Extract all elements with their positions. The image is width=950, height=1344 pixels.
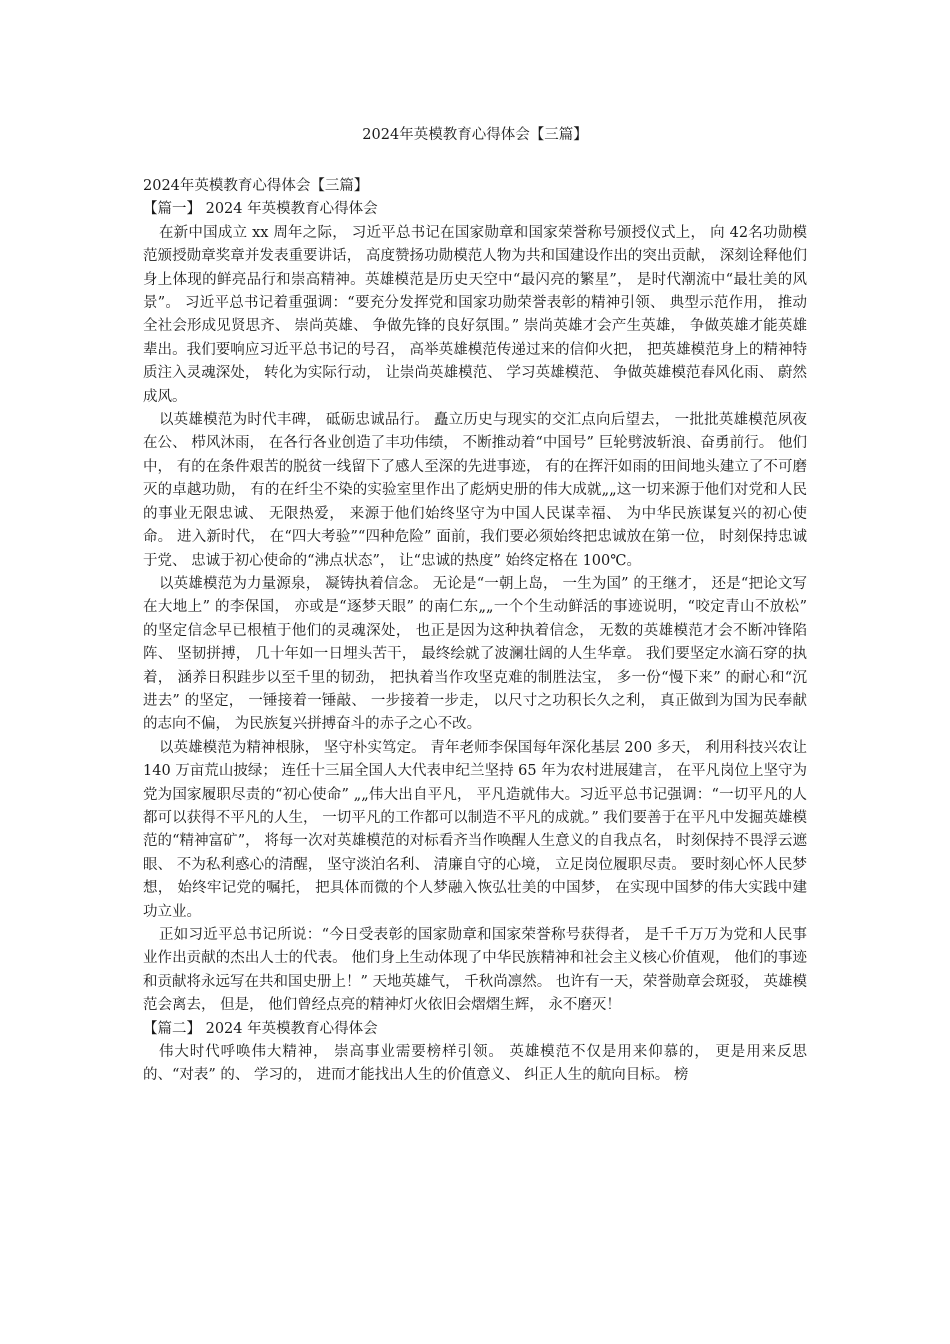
paragraph: 以英雄模范为时代丰碑， 砥砺忠诚品行。 矗立历史与现实的交汇点向后望去， 一批批英雄模范夙夜在公、 栉风沐雨， 在各行各业创造了丰功伟绩， 不断推动着“中国号” 巨轮劈波斩浪、奋勇前行。 他们中， 有的在条件艰苦的脱贫一线留下了感人至深的先进事迹， 有的在挥汗如雨的田间地头建立了不可磨灭的卓越功勋， 有的在纤尘不染的实验室里作出了彪炳史册的伟大成就„„这一切来源于他们对党和人民的事业无限忠诚、 无限热爱， 来源于他们始终坚守为中国人民谋幸福、 为中华民族谋复兴的初心使命。 进入新时代， 在“四大考验”“四种危险” 面前，我们要必须始终把忠诚放在第一位， 时刻保持忠诚于党、 忠诚于初心使命的“沸点状态”， 让“忠诚的热度” 始终定格在 100℃。 (143, 412, 807, 569)
document-subtitle: 2024年英模教育心得体会【三篇】 (143, 178, 369, 194)
section-heading-1: 【篇一】 2024 年英模教育心得体会 (143, 201, 378, 218)
paragraph: 伟大时代呼唤伟大精神， 崇高事业需要榜样引领。 英雄模范不仅是用来仰慕的， 更是用来反思的、“对表” 的、 学习的， 进而才能找出人生的价值意义、 纠正人生的航向目标。 榜 (143, 1044, 807, 1084)
paragraph: 正如习近平总书记所说：“今日受表彰的国家勋章和国家荣誉称号获得者， 是千千万万为党和人民事业作出贡献的杰出人士的代表。 他们身上生动体现了中华民族精神和社会主义核心价值观， 他们的事迹和贡献将永远写在共和国史册上！” 天地英雄气， 千秋尚凛然。 也许有一天，荣誉勋章会斑驳， 英雄模范会离去， 但是， 他们曾经点亮的精神灯火依旧会熠熠生辉， 永不磨灭！ (143, 927, 807, 1014)
paragraph: 以英雄模范为精神根脉， 坚守朴实笃定。 青年老师李保国每年深化基层 200 多天， 利用科技兴农让 140 万亩荒山披绿； 连任十三届全国人大代表申纪兰坚持 65 年为农村进展建言， 在平凡岗位上坚守为党为国家履职尽责的“初心使命” „„伟大出自平凡， 平凡造就伟大。习近平总书记强调：“一切平凡的人都可以获得不平凡的人生， 一切平凡的工作都可以制造不平凡的成就。” 我们要善于在平凡中发掘英雄模范的“精神富矿”， 将每一次对英雄模范的对标看齐当作唤醒人生意义的自我点名， 时刻保持不畏浮云遮眼、 不为私利惑心的清醒， 坚守淡泊名利、 清廉自守的心境， 立足岗位履职尽责。 要时刻心怀人民梦想， 始终牢记党的嘱托， 把具体而微的个人梦融入恢弘壮美的中国梦， 在实现中国梦的伟大实践中建功立业。 (143, 739, 807, 920)
section-heading-2: 【篇二】 2024 年英模教育心得体会 (143, 1020, 378, 1037)
document-title: 2024年英模教育心得体会【三篇】 (362, 127, 588, 143)
paragraph: 以英雄模范为力量源泉， 凝铸执着信念。 无论是“一朝上岛， 一生为国” 的王继才， 还是“把论文写在大地上” 的李保国， 亦或是“逐梦天眼” 的南仁东„„一个个生动鲜活的事迹说明，“咬定青山不放松” 的坚定信念早已根植于他们的灵魂深处， 也正是因为这种执着信念， 无数的英雄模范才会不断冲锋陷阵、 坚韧拼搏， 几十年如一日埋头苦干， 最终绘就了波澜壮阔的人生华章。 我们要坚定水滴石穿的执着， 涵养日积跬步以至千里的韧劲， 把执着当作攻坚克难的制胜法宝， 多一份“慢下来” 的耐心和“沉进去” 的坚定， 一锤接着一锤敲、 一步接着一步走， 以尺寸之功积长久之利， 真正做到为国为民奉献的志向不偏， 为民族复兴拼搏奋斗的赤子之心不改。 (143, 575, 807, 733)
document-body (143, 175, 807, 1088)
paragraph: 在新中国成立 xx 周年之际， 习近平总书记在国家勋章和国家荣誉称号颁授仪式上， 向 42名功勋模范颁授勋章奖章并发表重要讲话， 高度赞扬功勋模范人物为共和国建设作出的突出贡献， 深刻诠释他们身上体现的鲜亮品行和崇高精神。英雄模范是历史天空中“最闪亮的繁星”， 是时代潮流中“最壮美的风景”。 习近平总书记着重强调：“要充分发挥党和国家功勋荣誉表彰的精神引领、 典型示范作用， 推动全社会形成见贤思齐、 崇尚英雄、 争做先锋的良好氛围。” 崇尚英雄才会产生英雄， 争做英雄才能英雄辈出。我们要响应习近平总书记的号召， 高举英雄模范传递过来的信仰火把， 把英雄模范身上的精神特质注入灵魂深处， 转化为实际行动， 让崇尚英雄模范、 学习英雄模范、 争做英雄模范春风化雨、 蔚然成风。 (143, 224, 807, 405)
